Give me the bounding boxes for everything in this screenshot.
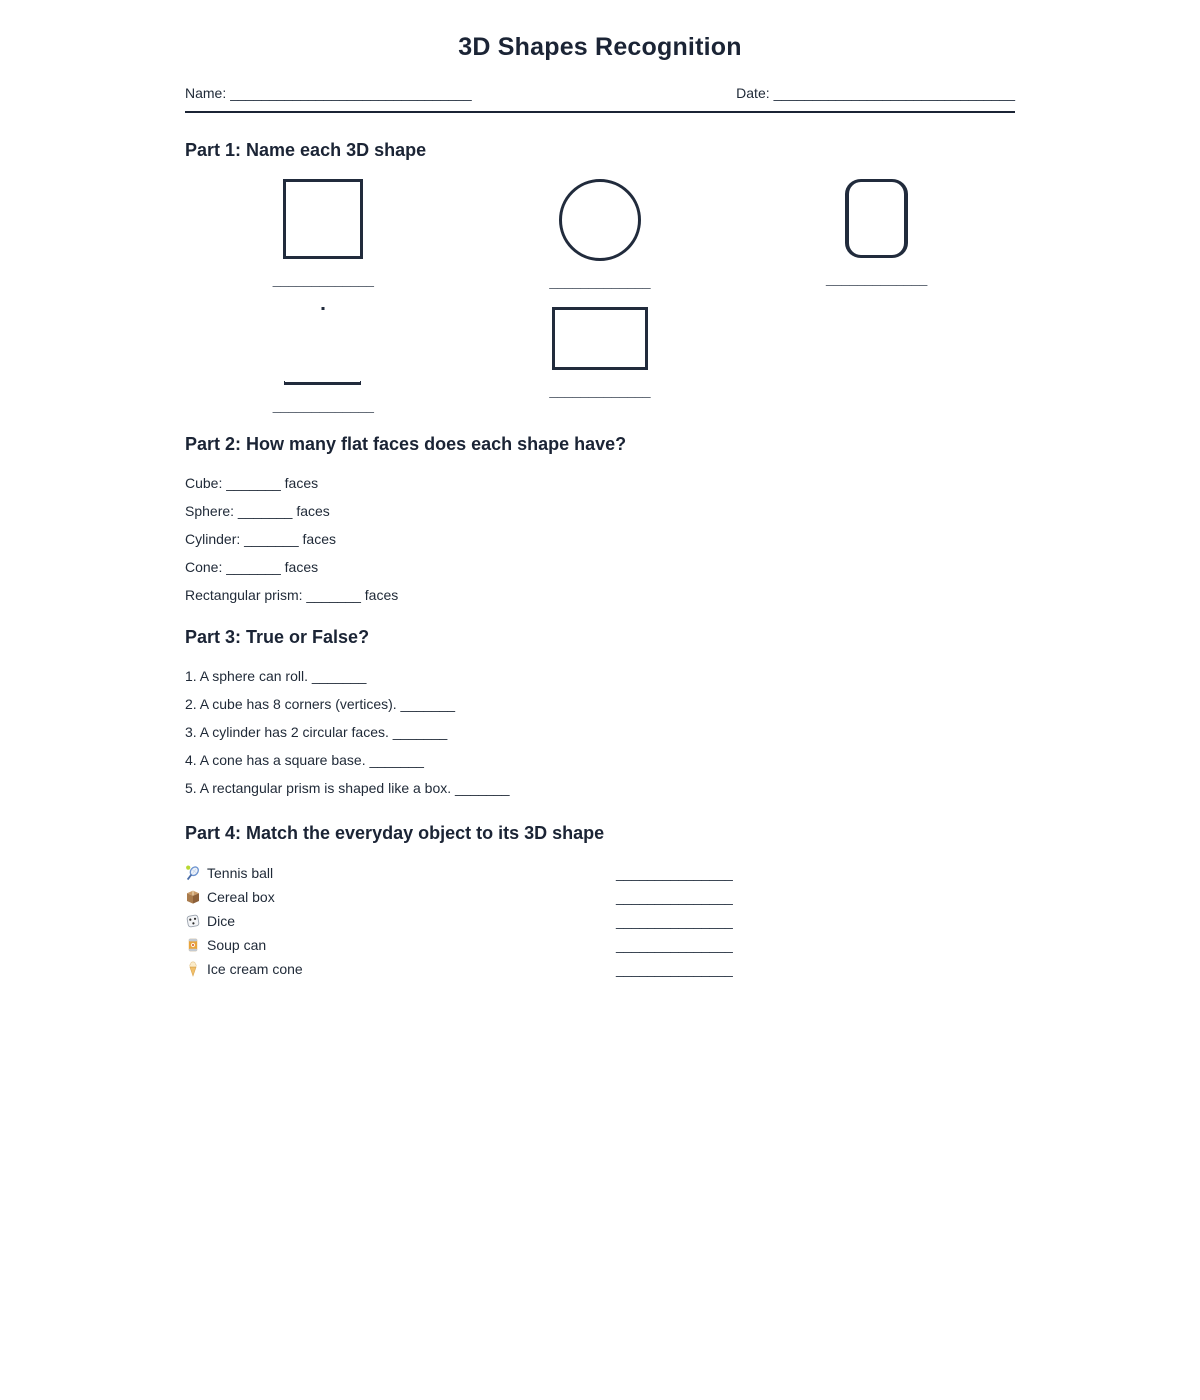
- tennis-racket-ball-icon: [185, 865, 201, 881]
- match-item-tennis-ball: [185, 865, 616, 881]
- match-blank-2: _______________: [616, 889, 733, 905]
- sphere-outline-icon: [559, 179, 641, 261]
- part1-shapes-grid: [185, 179, 1015, 413]
- header-divider: [185, 111, 1015, 113]
- shape-cell-rectangular-prism: [462, 307, 739, 413]
- cylinder-answer-blank: _____________: [826, 270, 928, 286]
- shape-cell-cylinder: [738, 179, 1015, 289]
- faces-question-cube: Cube: _______ faces: [185, 475, 319, 491]
- part3-heading: Part 3: True or False?: [185, 627, 370, 647]
- shape-cell-sphere: [462, 179, 739, 289]
- match-label-cereal-box: Cereal box: [207, 889, 275, 905]
- true-false-statement-2: 2. A cube has 8 corners (vertices). _______: [185, 696, 456, 712]
- faces-question-cone: Cone: _______ faces: [185, 559, 319, 575]
- true-false-statement-3: 3. A cylinder has 2 circular faces. _______: [185, 724, 448, 740]
- faces-question-cylinder: Cylinder: _______ faces: [185, 531, 336, 547]
- part1-heading: Part 1: Name each 3D shape: [185, 140, 427, 160]
- true-false-statement-5: 5. A rectangular prism is shaped like a box. _______: [185, 780, 510, 796]
- sphere-answer-blank: _____________: [549, 273, 651, 289]
- part4-heading: Part 4: Match the everyday object to its 3D shape: [185, 823, 605, 843]
- true-false-statement-1: 1. A sphere can roll. _______: [185, 668, 367, 684]
- rectangular-prism-answer-blank: _____________: [549, 382, 651, 398]
- match-item-soup-can: [185, 937, 616, 953]
- game-die-icon: [185, 913, 201, 929]
- faces-question-rectangular-prism: Rectangular prism: _______ faces: [185, 587, 399, 603]
- part3-items: [185, 662, 1015, 802]
- match-row-ice-cream-cone: [185, 957, 1015, 981]
- part2-items: [185, 469, 1015, 609]
- match-row-dice: [185, 909, 1015, 933]
- match-blank-4: _______________: [616, 937, 733, 953]
- date-label: Date:: [736, 85, 770, 101]
- cylinder-outline-icon: [845, 179, 908, 258]
- cube-answer-blank: _____________: [272, 271, 374, 287]
- name-blank-line: _______________________________: [230, 85, 472, 101]
- package-box-icon: [185, 889, 201, 905]
- true-false-statement-4: 4. A cone has a square base. _______: [185, 752, 424, 768]
- match-row-tennis-ball: [185, 861, 1015, 885]
- match-blank-3: _______________: [616, 913, 733, 929]
- faces-question-sphere: Sphere: _______ faces: [185, 503, 330, 519]
- cone-base-line: [284, 381, 361, 385]
- cone-apex-dot: [322, 307, 325, 310]
- match-label-ice-cream-cone: Ice cream cone: [207, 961, 303, 977]
- match-row-cereal-box: [185, 885, 1015, 909]
- match-blank-1: _______________: [616, 865, 733, 881]
- match-item-dice: [185, 913, 616, 929]
- page-title: 3D Shapes Recognition: [458, 33, 742, 61]
- cone-answer-blank: _____________: [272, 397, 374, 413]
- name-label: Name:: [185, 85, 227, 101]
- shape-cell-cube: [185, 179, 462, 289]
- part4-match-list: [185, 861, 1015, 981]
- worksheet-page: [185, 0, 1015, 981]
- shape-cell-cone: [185, 307, 462, 413]
- name-date-row: [185, 85, 1015, 101]
- soup-can-icon: [185, 937, 201, 953]
- date-field: [736, 85, 1015, 101]
- date-blank-line: _______________________________: [773, 85, 1015, 101]
- match-label-dice: Dice: [207, 913, 236, 929]
- cone-outline-icon: [283, 307, 363, 385]
- ice-cream-cone-icon: [185, 961, 201, 977]
- rectangular-prism-outline-icon: [552, 307, 648, 370]
- match-row-soup-can: [185, 933, 1015, 957]
- name-field: [185, 85, 472, 101]
- match-item-ice-cream-cone: [185, 961, 616, 977]
- cube-outline-icon: [283, 179, 363, 259]
- match-blank-5: _______________: [616, 961, 733, 977]
- match-label-tennis-ball: Tennis ball: [207, 865, 274, 881]
- match-item-cereal-box: [185, 889, 616, 905]
- part2-heading: Part 2: How many flat faces does each shape have?: [185, 434, 627, 454]
- empty-cell: [738, 307, 1015, 413]
- match-label-soup-can: Soup can: [207, 937, 267, 953]
